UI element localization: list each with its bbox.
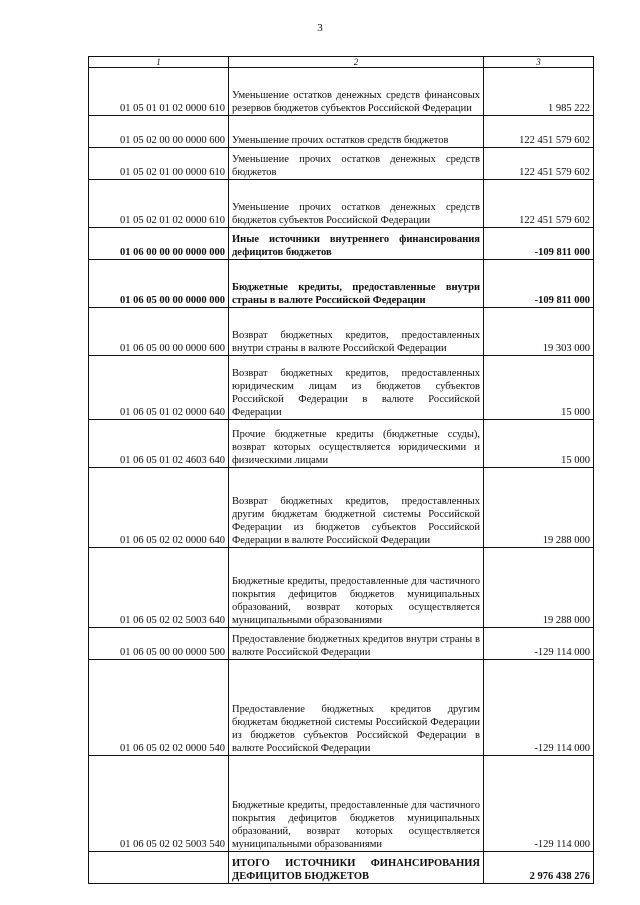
table-row	[89, 260, 594, 308]
budget-code-cell: 01 06 05 00 00 0000 000	[89, 260, 229, 308]
table-row	[89, 68, 594, 116]
table-row	[89, 548, 594, 628]
amount-cell: 1 985 222	[484, 68, 594, 116]
description-cell: Уменьшение прочих остатков денежных средств бюджетов субъектов Российской Федерации	[229, 180, 484, 228]
table-row	[89, 660, 594, 756]
amount-cell: 15 000	[484, 356, 594, 420]
amount-cell: 2 976 438 276	[484, 852, 594, 884]
description-cell: Уменьшение остатков денежных средств финансовых резервов бюджетов субъектов Российской Федерации	[229, 68, 484, 116]
budget-code-cell: 01 06 05 01 02 4603 640	[89, 420, 229, 468]
amount-cell: 122 451 579 602	[484, 116, 594, 148]
table-row	[89, 180, 594, 228]
description-cell: Уменьшение прочих остатков средств бюджетов	[229, 116, 484, 148]
column-header-3: 3	[484, 57, 594, 68]
amount-cell: 122 451 579 602	[484, 148, 594, 180]
budget-code-cell: 01 05 02 01 02 0000 610	[89, 180, 229, 228]
amount-cell: 15 000	[484, 420, 594, 468]
budget-code-cell	[89, 852, 229, 884]
description-cell: ИТОГО ИСТОЧНИКИ ФИНАНСИРОВАНИЯ ДЕФИЦИТОВ БЮДЖЕТОВ	[229, 852, 484, 884]
amount-cell: 19 288 000	[484, 468, 594, 548]
description-cell: Возврат бюджетных кредитов, предоставленных другим бюджетам бюджетной системы Российской Федерации из бюджетов субъектов Российской Федерации в валюте Российской Федерации	[229, 468, 484, 548]
description-cell: Возврат бюджетных кредитов, предоставленных юридическим лицам из бюджетов субъектов Российской Федерации в валюте Российской Федерации	[229, 356, 484, 420]
table-row	[89, 420, 594, 468]
table-row	[89, 356, 594, 420]
description-cell: Бюджетные кредиты, предоставленные внутри страны в валюте Российской Федерации	[229, 260, 484, 308]
amount-cell: -109 811 000	[484, 228, 594, 260]
table-row	[89, 756, 594, 852]
description-cell: Предоставление бюджетных кредитов внутри страны в валюте Российской Федерации	[229, 628, 484, 660]
table-row	[89, 228, 594, 260]
table-row	[89, 308, 594, 356]
table-row	[89, 116, 594, 148]
budget-sources-table	[88, 56, 594, 884]
amount-cell: 19 288 000	[484, 548, 594, 628]
budget-code-cell: 01 06 05 00 00 0000 600	[89, 308, 229, 356]
budget-code-cell: 01 06 05 02 02 0000 540	[89, 660, 229, 756]
table-row	[89, 468, 594, 548]
description-cell: Уменьшение прочих остатков денежных средств бюджетов	[229, 148, 484, 180]
description-cell: Иные источники внутреннего финансирования дефицитов бюджетов	[229, 228, 484, 260]
budget-code-cell: 01 05 02 01 00 0000 610	[89, 148, 229, 180]
budget-code-cell: 01 05 02 00 00 0000 600	[89, 116, 229, 148]
amount-cell: -129 114 000	[484, 628, 594, 660]
amount-cell: -109 811 000	[484, 260, 594, 308]
budget-code-cell: 01 06 05 01 02 0000 640	[89, 356, 229, 420]
budget-code-cell: 01 06 05 02 02 5003 540	[89, 756, 229, 852]
table-row	[89, 852, 594, 884]
budget-code-cell: 01 06 05 00 00 0000 500	[89, 628, 229, 660]
table-row	[89, 148, 594, 180]
table-header-row	[89, 57, 594, 68]
budget-code-cell: 01 05 01 01 02 0000 610	[89, 68, 229, 116]
amount-cell: -129 114 000	[484, 756, 594, 852]
description-cell: Возврат бюджетных кредитов, предоставленных внутри страны в валюте Российской Федерации	[229, 308, 484, 356]
description-cell: Бюджетные кредиты, предоставленные для частичного покрытия дефицитов бюджетов муниципальных образований, возврат которых осуществляется муниципальными образованиями	[229, 756, 484, 852]
amount-cell: 19 303 000	[484, 308, 594, 356]
budget-code-cell: 01 06 00 00 00 0000 000	[89, 228, 229, 260]
amount-cell: -129 114 000	[484, 660, 594, 756]
column-header-2: 2	[229, 57, 484, 68]
column-header-1: 1	[89, 57, 229, 68]
page-number: 3	[317, 22, 323, 34]
amount-cell: 122 451 579 602	[484, 180, 594, 228]
description-cell: Предоставление бюджетных кредитов другим бюджетам бюджетной системы Российской Федерации из бюджетов субъектов Российской Федерации в валюте Российской Федерации	[229, 660, 484, 756]
table-row	[89, 628, 594, 660]
description-cell: Бюджетные кредиты, предоставленные для частичного покрытия дефицитов бюджетов муниципальных образований, возврат которых осуществляется муниципальными образованиями	[229, 548, 484, 628]
description-cell: Прочие бюджетные кредиты (бюджетные ссуды), возврат которых осуществляется юридическими и физическими лицами	[229, 420, 484, 468]
budget-code-cell: 01 06 05 02 02 0000 640	[89, 468, 229, 548]
budget-code-cell: 01 06 05 02 02 5003 640	[89, 548, 229, 628]
